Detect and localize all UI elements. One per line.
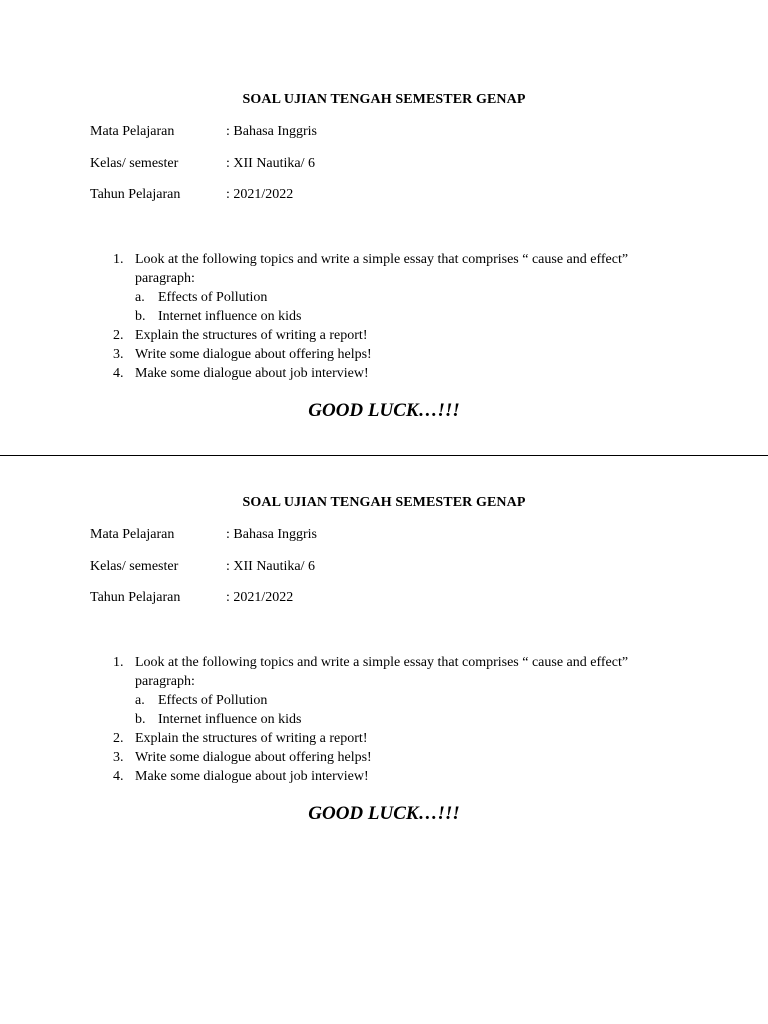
- subtopic-text: Effects of Pollution: [158, 693, 268, 708]
- info-label: Kelas/ semester: [90, 559, 179, 574]
- info-value: : XII Nautika/ 6: [226, 559, 316, 574]
- subtopic-letter: b.: [135, 712, 146, 727]
- exam-sheet-top: [0, 0, 768, 421]
- info-label: Tahun Pelajaran: [90, 590, 181, 605]
- question-text: Make some dialogue about job interview!: [135, 769, 369, 784]
- question-number: 2.: [113, 328, 124, 343]
- question-number: 4.: [113, 366, 124, 381]
- info-value: : 2021/2022: [226, 590, 294, 605]
- subtopic-item: [0, 710, 768, 729]
- closing-text: GOOD LUCK…!!!: [308, 400, 460, 421]
- subtopic-text: Internet influence on kids: [158, 712, 302, 727]
- question-number: 3.: [113, 347, 124, 362]
- subtopic-letter: a.: [135, 290, 145, 305]
- subtopic-text: Internet influence on kids: [158, 309, 302, 324]
- question-item: [0, 326, 635, 345]
- closing-text: GOOD LUCK…!!!: [308, 803, 460, 824]
- subtopic-item: [0, 691, 768, 710]
- info-value: : Bahasa Inggris: [226, 124, 317, 139]
- question-item: [0, 345, 635, 364]
- subtopic-text: Effects of Pollution: [158, 290, 268, 305]
- question-text: Write some dialogue about offering helps!: [135, 347, 372, 362]
- subtopic-item: [0, 307, 768, 326]
- question-item: [0, 364, 635, 383]
- exam-sheet-bottom: [0, 403, 768, 824]
- question-item: [0, 250, 635, 288]
- info-row-year: [90, 590, 293, 606]
- info-value: : Bahasa Inggris: [226, 527, 317, 542]
- info-row-subject: [90, 124, 317, 140]
- question-list: [0, 250, 768, 383]
- question-list: [0, 653, 768, 786]
- question-item: [0, 729, 635, 748]
- question-item: [0, 748, 635, 767]
- info-row-subject: [90, 527, 317, 543]
- question-number: 4.: [113, 769, 124, 784]
- info-label: Tahun Pelajaran: [90, 187, 181, 202]
- info-row-class: [90, 156, 315, 172]
- info-label: Mata Pelajaran: [90, 527, 175, 542]
- question-number: 2.: [113, 731, 124, 746]
- question-item: [0, 653, 635, 691]
- question-item: [0, 767, 635, 786]
- info-row-year: [90, 187, 293, 203]
- question-text: Explain the structures of writing a report!: [135, 731, 368, 746]
- subtopic-item: [0, 288, 768, 307]
- question-number: 1.: [113, 252, 124, 267]
- info-row-class: [90, 559, 315, 575]
- question-text: Write some dialogue about offering helps!: [135, 750, 372, 765]
- info-label: Kelas/ semester: [90, 156, 179, 171]
- question-number: 3.: [113, 750, 124, 765]
- question-text: Look at the following topics and write a simple essay that comprises “ cause and effect” paragraph:: [135, 252, 629, 286]
- info-value: : XII Nautika/ 6: [226, 156, 316, 171]
- exam-title: SOAL UJIAN TENGAH SEMESTER GENAP: [242, 495, 526, 510]
- info-label: Mata Pelajaran: [90, 124, 175, 139]
- exam-title: SOAL UJIAN TENGAH SEMESTER GENAP: [242, 92, 526, 107]
- question-text: Explain the structures of writing a report!: [135, 328, 368, 343]
- question-text: Make some dialogue about job interview!: [135, 366, 369, 381]
- subtopic-letter: a.: [135, 693, 145, 708]
- info-value: : 2021/2022: [226, 187, 294, 202]
- subtopic-letter: b.: [135, 309, 146, 324]
- question-text: Look at the following topics and write a simple essay that comprises “ cause and effect” paragraph:: [135, 655, 629, 689]
- question-number: 1.: [113, 655, 124, 670]
